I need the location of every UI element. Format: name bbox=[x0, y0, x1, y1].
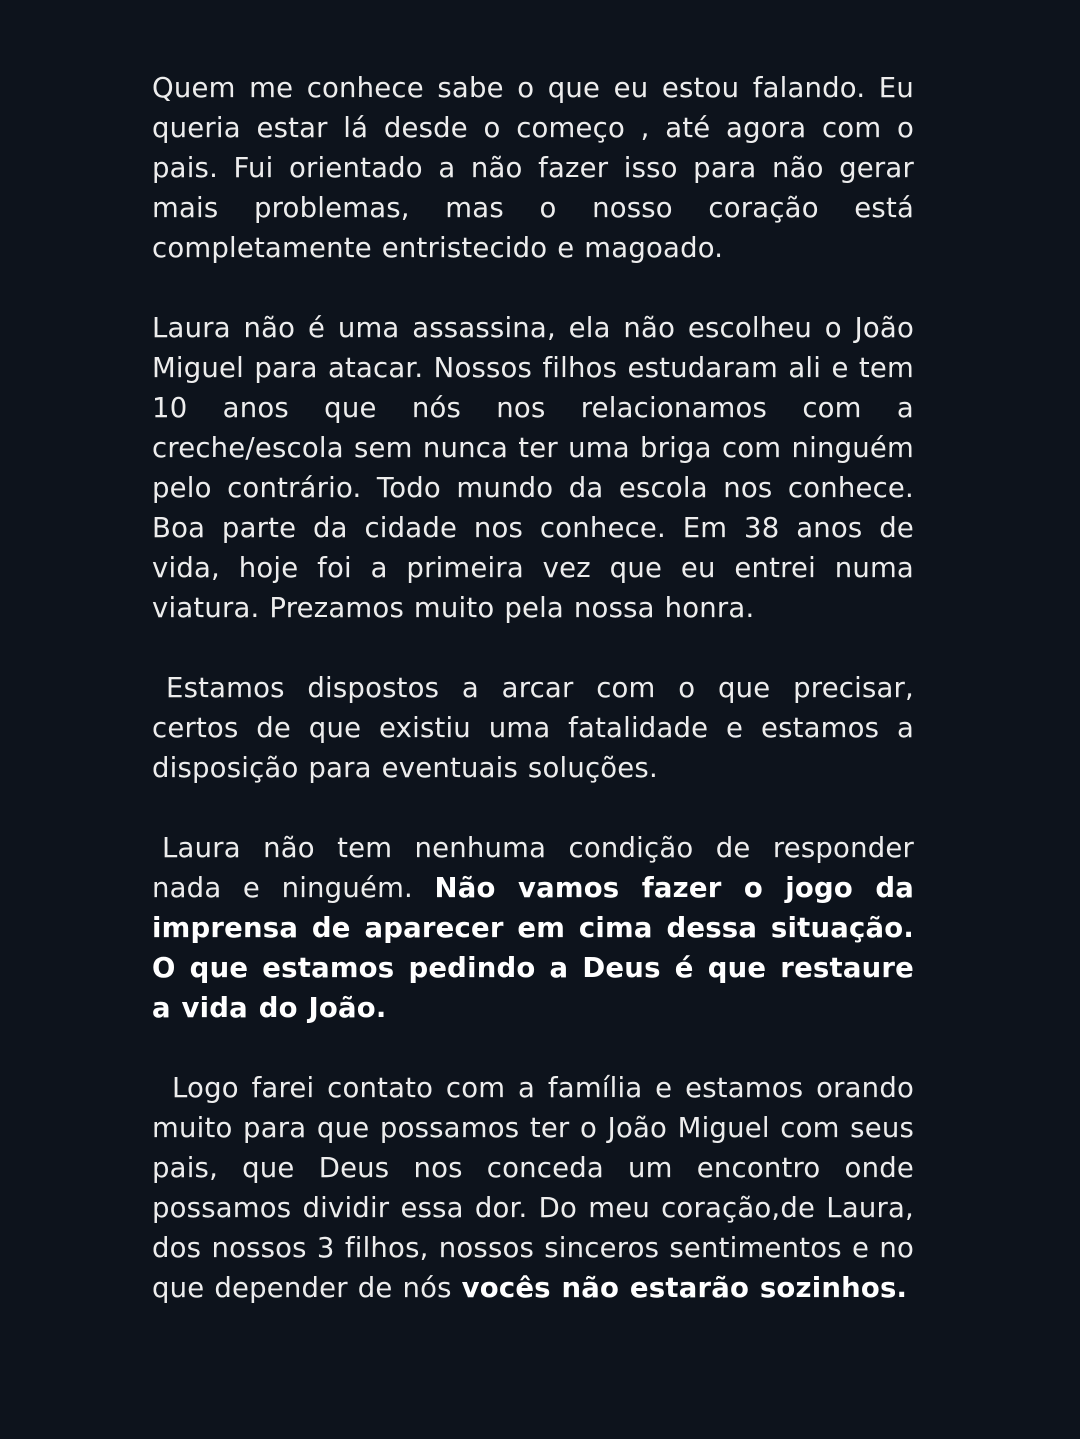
paragraph-intro bbox=[152, 68, 914, 268]
paragraph-contact-family-text: Logo farei contato com a família e estamos orando muito para que possamos ter o João Miguel com seus pais, que Deus nos conceda um encontro onde possamos dividir essa dor. Do meu coração,de Laura, dos nossos 3 filhos, nossos sinceros sentimentos e no que depender de nós bbox=[152, 1072, 914, 1304]
paragraph-laura-condition-text: Laura não tem nenhuma condição de responder nada e ninguém. bbox=[152, 832, 914, 904]
paragraph-laura-condition bbox=[152, 828, 914, 1028]
paragraph-willing-to-help bbox=[152, 668, 914, 788]
paragraph-laura-not-assassin bbox=[152, 308, 914, 628]
paragraph-laura-condition-bold: Não vamos fazer o jogo da imprensa de aparecer em cima dessa situação. O que estamos pedindo a Deus é que restaure a vida do João. bbox=[152, 872, 914, 1024]
paragraph-contact-family bbox=[152, 1068, 914, 1308]
message-text-block bbox=[152, 68, 914, 1308]
paragraph-contact-family-bold: vocês não estarão sozinhos. bbox=[461, 1272, 908, 1304]
paragraph-intro-text: Quem me conhece sabe o que eu estou falando. Eu queria estar lá desde o começo , até agora com o pais. Fui orientado a não fazer isso para não gerar mais problemas, mas o nosso coração está completamente entristecido e magoado. bbox=[152, 72, 914, 264]
paragraph-laura-not-assassin-text: Laura não é uma assassina, ela não escolheu o João Miguel para atacar. Nossos filhos estudaram ali e tem 10 anos que nós nos relacionamos com a creche/escola sem nunca ter uma briga com ninguém pelo contrário. Todo mundo da escola nos conhece. Boa parte da cidade nos conhece. Em 38 anos de vida, hoje foi a primeira vez que eu entrei numa viatura. Prezamos muito pela nossa honra. bbox=[152, 312, 914, 624]
paragraph-willing-to-help-text: Estamos dispostos a arcar com o que precisar, certos de que existiu uma fatalidade e estamos a disposição para eventuais soluções. bbox=[152, 672, 914, 784]
